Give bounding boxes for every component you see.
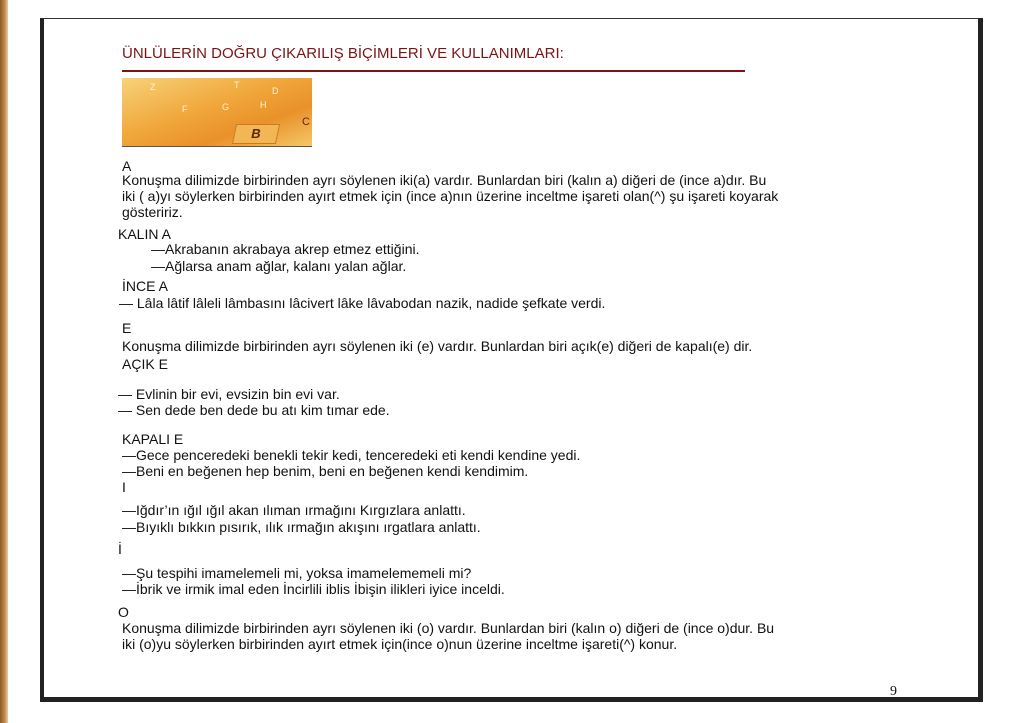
kalin-a-example: —Akrabanın akrabaya akrep etmez ettiğini. bbox=[151, 241, 420, 257]
section-o-paragraph-line: Konuşma dilimizde birbirinden ayrı söylenen iki (o) vardır. Bunlardan biri (kalın o) diğeri de (ince o)dur. Bu bbox=[122, 620, 775, 636]
title-underline bbox=[122, 70, 745, 72]
left-edge-decoration bbox=[0, 0, 8, 723]
acik-e-example: — Evlinin bir evi, evsizin bin evi var. bbox=[118, 386, 340, 402]
section-heading-o: O bbox=[118, 604, 129, 620]
page-title: ÜNLÜLERİN DOĞRU ÇIKARILIŞ BİÇİMLERİ VE KULLANIMLARI: bbox=[122, 45, 564, 62]
section-o-paragraph-line: iki (o)yu söylerken birbirinden ayırt etmek için(ince o)nun üzerine inceltme işareti(^) konur. bbox=[122, 636, 678, 652]
page-number: 9 bbox=[890, 684, 897, 699]
kalin-a-example: —Ağlarsa anam ağlar, kalanı yalan ağlar. bbox=[151, 258, 407, 274]
section-heading-dotless-i: I bbox=[122, 479, 126, 495]
keyboard-key: Z bbox=[150, 82, 156, 92]
keyboard-key-b: B bbox=[232, 124, 280, 144]
keyboard-image bbox=[122, 78, 312, 146]
section-heading-ince-a: İNCE A bbox=[122, 278, 168, 294]
dotless-i-example: —Iğdır’ın ığıl ığıl akan ılıman ırmağını Kırgızlara anlattı. bbox=[122, 502, 466, 518]
section-a-paragraph-line: Konuşma dilimizde birbirinden ayrı söylenen iki(a) vardır. Bunlardan biri (kalın a) diğeri de (ince a)dır. Bu bbox=[122, 172, 767, 188]
keyboard-key: D bbox=[272, 86, 279, 96]
section-a-paragraph-line: gösteririz. bbox=[122, 204, 183, 220]
section-heading-kalin-a: KALIN A bbox=[118, 226, 171, 242]
section-e-paragraph: Konuşma dilimizde birbirinden ayrı söylenen iki (e) vardır. Bunlardan biri açık(e) diğeri de kapalı(e) dir. bbox=[122, 338, 753, 354]
keyboard-key: C bbox=[302, 116, 310, 128]
section-heading-acik-e: AÇIK E bbox=[122, 356, 168, 372]
section-heading-a: A bbox=[122, 158, 132, 174]
section-heading-dotted-i: İ bbox=[118, 541, 122, 557]
dotted-i-example: —İbrik ve irmik imal eden İncirlili iblis İbişin ilikleri iyice inceldi. bbox=[122, 581, 505, 597]
keyboard-key: H bbox=[260, 100, 267, 110]
acik-e-example: — Sen dede ben dede bu atı kim tımar ede. bbox=[118, 402, 390, 418]
keyboard-key: T bbox=[234, 80, 240, 90]
keyboard-key: G bbox=[222, 102, 230, 112]
kapali-e-example: —Gece penceredeki benekli tekir kedi, tenceredeki eti kendi kendine yedi. bbox=[122, 447, 581, 463]
dotted-i-example: —Şu tespihi imamelemeli mi, yoksa imamelememeli mi? bbox=[122, 565, 472, 581]
section-a-paragraph-line: iki ( a)yı söylerken birbirinden ayırt etmek için (ince a)nın üzerine inceltme işareti olan(^) şu işareti koyarak bbox=[122, 188, 779, 204]
image-underline bbox=[122, 146, 312, 147]
section-heading-kapali-e: KAPALI E bbox=[122, 431, 184, 447]
dotless-i-example: —Bıyıklı bıkkın pısırık, ılık ırmağın akışını ırgatlara anlattı. bbox=[122, 519, 481, 535]
keyboard-key: F bbox=[182, 104, 188, 114]
section-heading-e: E bbox=[122, 320, 132, 336]
ince-a-example: — Lâla lâtif lâleli lâmbasını lâcivert lâke lâvabodan nazik, nadide şefkate verdi. bbox=[119, 295, 606, 311]
kapali-e-example: —Beni en beğenen hep benim, beni en beğenen kendi kendimim. bbox=[122, 463, 529, 479]
